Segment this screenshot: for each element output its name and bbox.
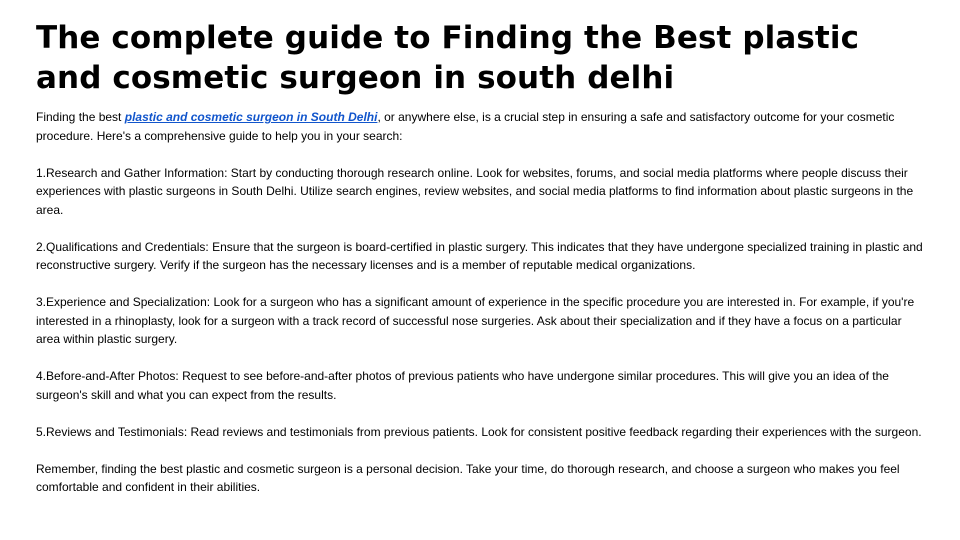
point-qualifications: 2.Qualifications and Credentials: Ensure that the surgeon is board-certified in plastic surgery. This indicates that they have undergone specialized training in plastic and reconstructive surgery. Verify if the surgeon has the necessary licenses and is a member of reputable medical organizations. <box>36 239 923 272</box>
surgeon-south-delhi-link[interactable]: plastic and cosmetic surgeon in South Delhi <box>124 110 378 124</box>
intro-paragraph <box>36 108 924 145</box>
document-body <box>36 108 924 497</box>
intro-text-before-link: Finding the best <box>36 110 125 124</box>
point-photos: 4.Before-and-After Photos: Request to see before-and-after photos of previous patients who have undergone similar procedures. This will give you an idea of the surgeon's skill and what you can expect from the results. <box>36 369 889 402</box>
point-research: 1.Research and Gather Information: Start by conducting thorough research online. Look for websites, forums, and social media platforms where people discuss their experiences with plastic surgeons in South Delhi. Utilize search engines, review websites, and social media platforms to find information about plastic surgeons in the area. <box>36 165 914 217</box>
intro-text-after-link: , or anywhere else, is a crucial step in ensuring a safe and satisfactory outcome for your cosmetic procedure. Here's a comprehensive guide to help you in your search: <box>36 110 895 143</box>
point-reviews: 5.Reviews and Testimonials: Read reviews and testimonials from previous patients. Look for consistent positive feedback regarding their experiences with the surgeon. <box>36 424 922 439</box>
page-title: The complete guide to Finding the Best plastic and cosmetic surgeon in south delhi <box>36 20 860 96</box>
conclusion-paragraph: Remember, finding the best plastic and cosmetic surgeon is a personal decision. Take your time, do thorough research, and choose a surgeon who makes you feel comfortable and confident in their abilities. <box>36 461 900 494</box>
point-experience: 3.Experience and Specialization: Look for a surgeon who has a significant amount of experience in the specific procedure you are interested in. For example, if you're interested in a rhinoplasty, look for a surgeon with a track record of successful nose surgeries. Ask about their specialization and if they have a focus on a particular area within plastic surgery. <box>36 295 915 346</box>
